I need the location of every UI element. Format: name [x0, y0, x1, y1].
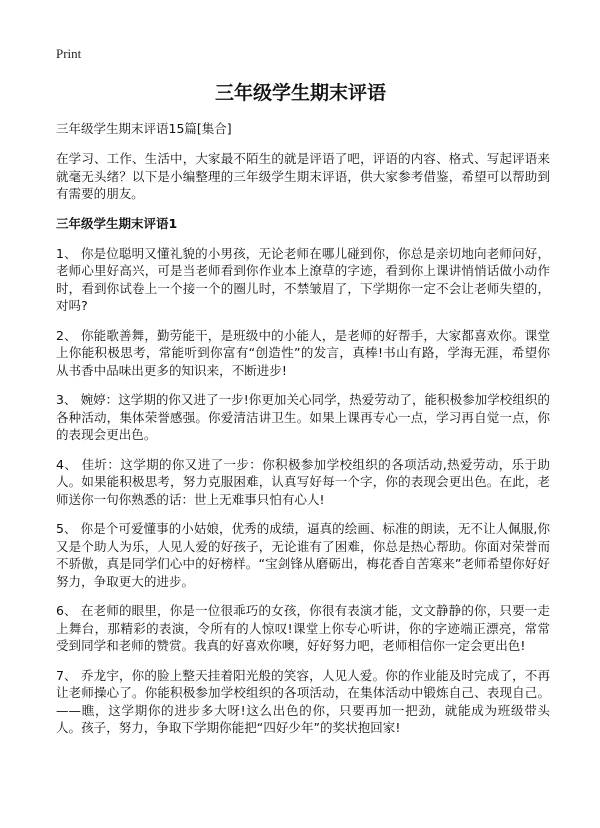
document-subtitle: 三年级学生期末评语15篇[集合] — [56, 121, 232, 136]
comment-paragraph-1: 1、 你是位聪明又懂礼貌的小男孩，无论老师在哪儿碰到你，你总是亲切地向老师问好，老师心里好高兴，可是当老师看到你作业本上潦草的字迹，看到你上课讲悄悄话做小动作时，看到你试卷上一个接一个的圈儿时，不禁皱眉了，下学期你一定不会让老师失望的，对吗? — [56, 245, 550, 313]
intro-paragraph: 在学习、工作、生活中，大家最不陌生的就是评语了吧，评语的内容、格式、写起评语来就毫无头绪？以下是小编整理的三年级学生期末评语，供大家参考借鉴，希望可以帮助到有需要的朋友。 — [56, 151, 550, 201]
comment-paragraph-5: 5、 你是个可爱懂事的小姑娘，优秀的成绩，逼真的绘画、标准的朗读，无不让人佩服,你又是个助人为乐，人见人爱的好孩子，无论谁有了困难，你总是热心帮助。你面对荣誉而不骄傲，真是同学们心中的好榜样。“宝剑锋从磨砺出，梅花香自苦寒来”老师希望你好好努力，争取更大的进步。 — [56, 521, 550, 589]
comment-paragraph-7: 7、 乔龙宇，你的脸上整天挂着阳光般的笑容，人见人爱。你的作业能及时完成了，不再让老师操心了。你能积极参加学校组织的各项活动，在集体活动中锻炼自己、表现自己。——瞧，这学期你的进步多大呀!这么出色的你，只要再加一把劲，就能成为班级带头人。孩子，努力，争取下学期你能把“四好少年”的奖状抱回家! — [56, 667, 550, 735]
comment-paragraph-4: 4、 佳圻：这学期的你又进了一步：你积极参加学校组织的各项活动,热爱劳动，乐于助人。如果能积极思考，努力克服困难，认真写好每一个字，你的表现会更出色。在此，老师送你一句你熟悉的话：世上无难事只怕有心人! — [56, 456, 550, 507]
comment-paragraph-2: 2、 你能歌善舞，勤劳能干，是班级中的小能人，是老师的好帮手，大家都喜欢你。课堂上你能积极思考，常能听到你富有“创造性”的发言，真棒!书山有路，学海无涯，希望你从书香中品味出更多的知识来，不断进步! — [56, 327, 550, 378]
document-body — [56, 121, 550, 749]
comment-paragraph-6: 6、 在老师的眼里，你是一位很乖巧的女孩，你很有表演才能，文文静静的你，只要一走上舞台，那精彩的表演，令所有的人惊叹!课堂上你专心听讲，你的字迹端正漂亮，常常受到同学和老师的赞赏。我真的好喜欢你噢，好好努力吧，老师相信你一定会更出色! — [56, 603, 550, 653]
document-title: 三年级学生期末评语 — [214, 82, 386, 104]
print-link[interactable]: Print — [56, 46, 82, 61]
section-heading: 三年级学生期末评语1 — [56, 215, 178, 231]
comment-paragraph-3: 3、 婉婷：这学期的你又进了一步!你更加关心同学，热爱劳动了，能积极参加学校组织的各种活动，集体荣誉感强。你爱清洁讲卫生。如果上课再专心一点，学习再自觉一点，你的表现会更出色。 — [56, 392, 550, 442]
